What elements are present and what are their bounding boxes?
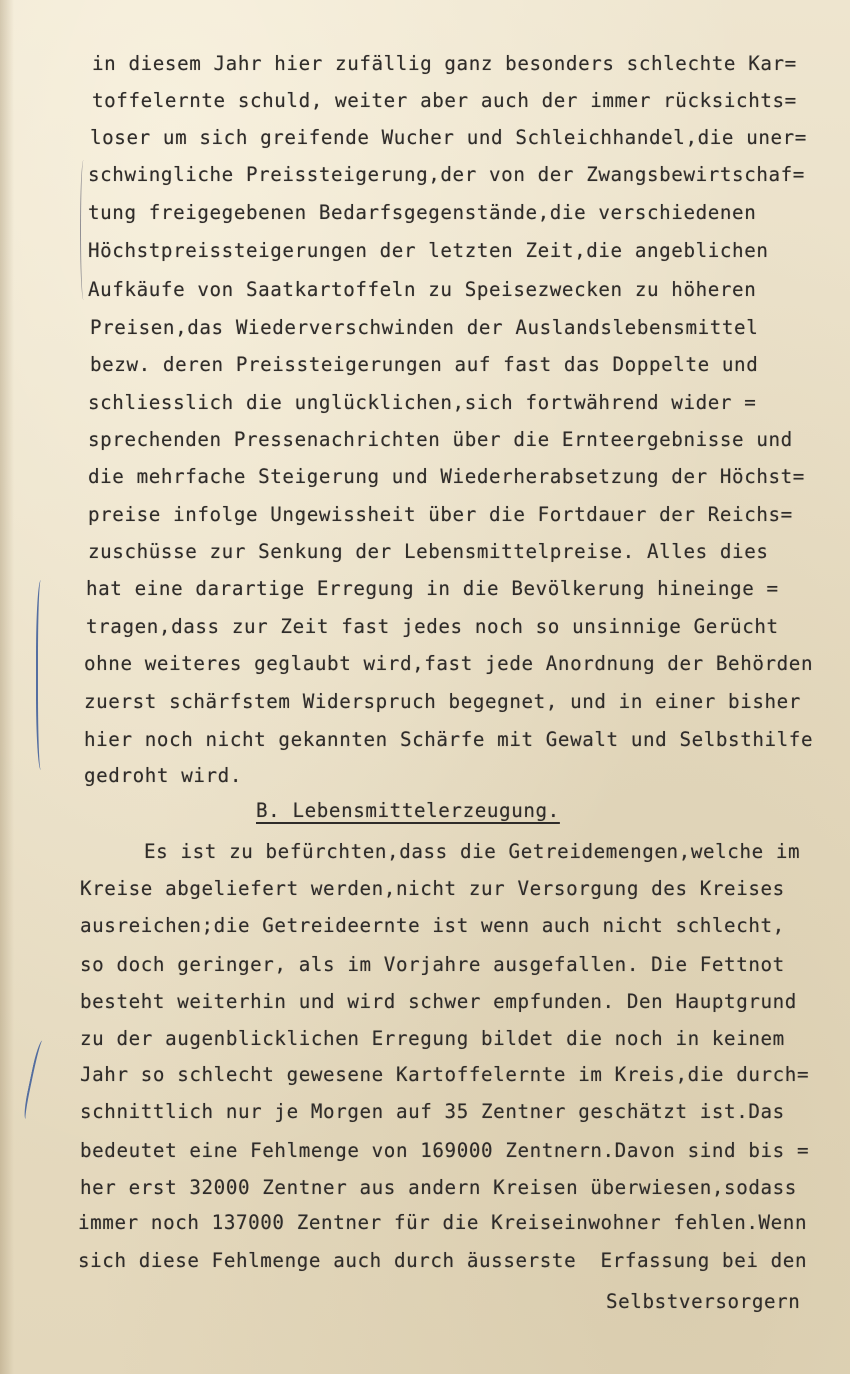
margin-mark-lower xyxy=(22,1040,48,1120)
text-line: zuerst schärfstem Widerspruch begegnet, und in einer bisher xyxy=(84,690,801,713)
text-line: schnittlich nur je Morgen auf 35 Zentner geschätzt ist.Das xyxy=(80,1100,785,1123)
text-line: Aufkäufe von Saatkartoffeln zu Speisezwecken zu höheren xyxy=(88,278,757,301)
margin-mark-upper xyxy=(36,580,48,770)
text-line: hat eine darartige Erregung in die Bevölkerung hineinge = xyxy=(86,577,779,600)
text-line: die mehrfache Steigerung und Wiederherabsetzung der Höchst= xyxy=(88,465,805,488)
text-line: tung freigegebenen Bedarfsgegenstände,die verschiedenen xyxy=(88,201,757,224)
text-line: Höchstpreissteigerungen der letzten Zeit,die angeblichen xyxy=(88,239,769,262)
text-line: immer noch 137000 Zentner für die Kreiseinwohner fehlen.Wenn xyxy=(78,1211,808,1234)
text-line: zu der augenblicklichen Erregung bildet die noch in keinem xyxy=(80,1027,785,1050)
pencil-bracket-mark xyxy=(80,160,87,300)
text-line: her erst 32000 Zentner aus andern Kreisen überwiesen,sodass xyxy=(80,1176,797,1199)
text-line: bezw. deren Preissteigerungen auf fast das Doppelte und xyxy=(90,353,759,376)
text-line: schwingliche Preissteigerung,der von der Zwangsbewirtschaf= xyxy=(88,163,805,186)
text-line: bedeutet eine Fehlmenge von 169000 Zentnern.Davon sind bis = xyxy=(80,1139,810,1162)
catchword: Selbstversorgern xyxy=(606,1290,801,1313)
text-line: zuschüsse zur Senkung der Lebensmittelpreise. Alles dies xyxy=(88,540,769,563)
text-line: preise infolge Ungewissheit über die Fortdauer der Reichs= xyxy=(88,503,793,526)
text-line: toffelernte schuld, weiter aber auch der immer rücksichts= xyxy=(92,89,797,112)
text-line: in diesem Jahr hier zufällig ganz besonders schlechte Kar= xyxy=(92,52,797,75)
text-line: Jahr so schlecht gewesene Kartoffelernte im Kreis,die durch= xyxy=(80,1063,810,1086)
text-line: tragen,dass zur Zeit fast jedes noch so unsinnige Gerücht xyxy=(86,615,779,638)
text-line: loser um sich greifende Wucher und Schleichhandel,die uner= xyxy=(90,126,807,149)
text-line: Preisen,das Wiederverschwinden der Auslandslebensmittel xyxy=(90,316,759,339)
text-line: schliesslich die unglücklichen,sich fortwährend wider = xyxy=(88,391,757,414)
text-line: ohne weiteres geglaubt wird,fast jede Anordnung der Behörden xyxy=(84,652,814,675)
text-line: ausreichen;die Getreideernte ist wenn auch nicht schlecht, xyxy=(80,914,785,937)
text-line: Es ist zu befürchten,dass die Getreidemengen,welche im xyxy=(144,840,801,863)
text-line: sprechenden Pressenachrichten über die Ernteergebnisse und xyxy=(88,428,793,451)
text-line: Kreise abgeliefert werden,nicht zur Versorgung des Kreises xyxy=(80,877,785,900)
text-line: gedroht wird. xyxy=(84,764,242,787)
text-line: sich diese Fehlmenge auch durch äusserste Erfassung bei den xyxy=(78,1249,808,1272)
text-line: besteht weiterhin und wird schwer empfunden. Den Hauptgrund xyxy=(80,990,797,1013)
text-line: hier noch nicht gekannten Schärfe mit Gewalt und Selbsthilfe xyxy=(84,728,814,751)
text-line: so doch geringer, als im Vorjahre ausgefallen. Die Fettnot xyxy=(80,953,785,976)
section-heading: B. Lebensmittelerzeugung. xyxy=(256,799,560,822)
